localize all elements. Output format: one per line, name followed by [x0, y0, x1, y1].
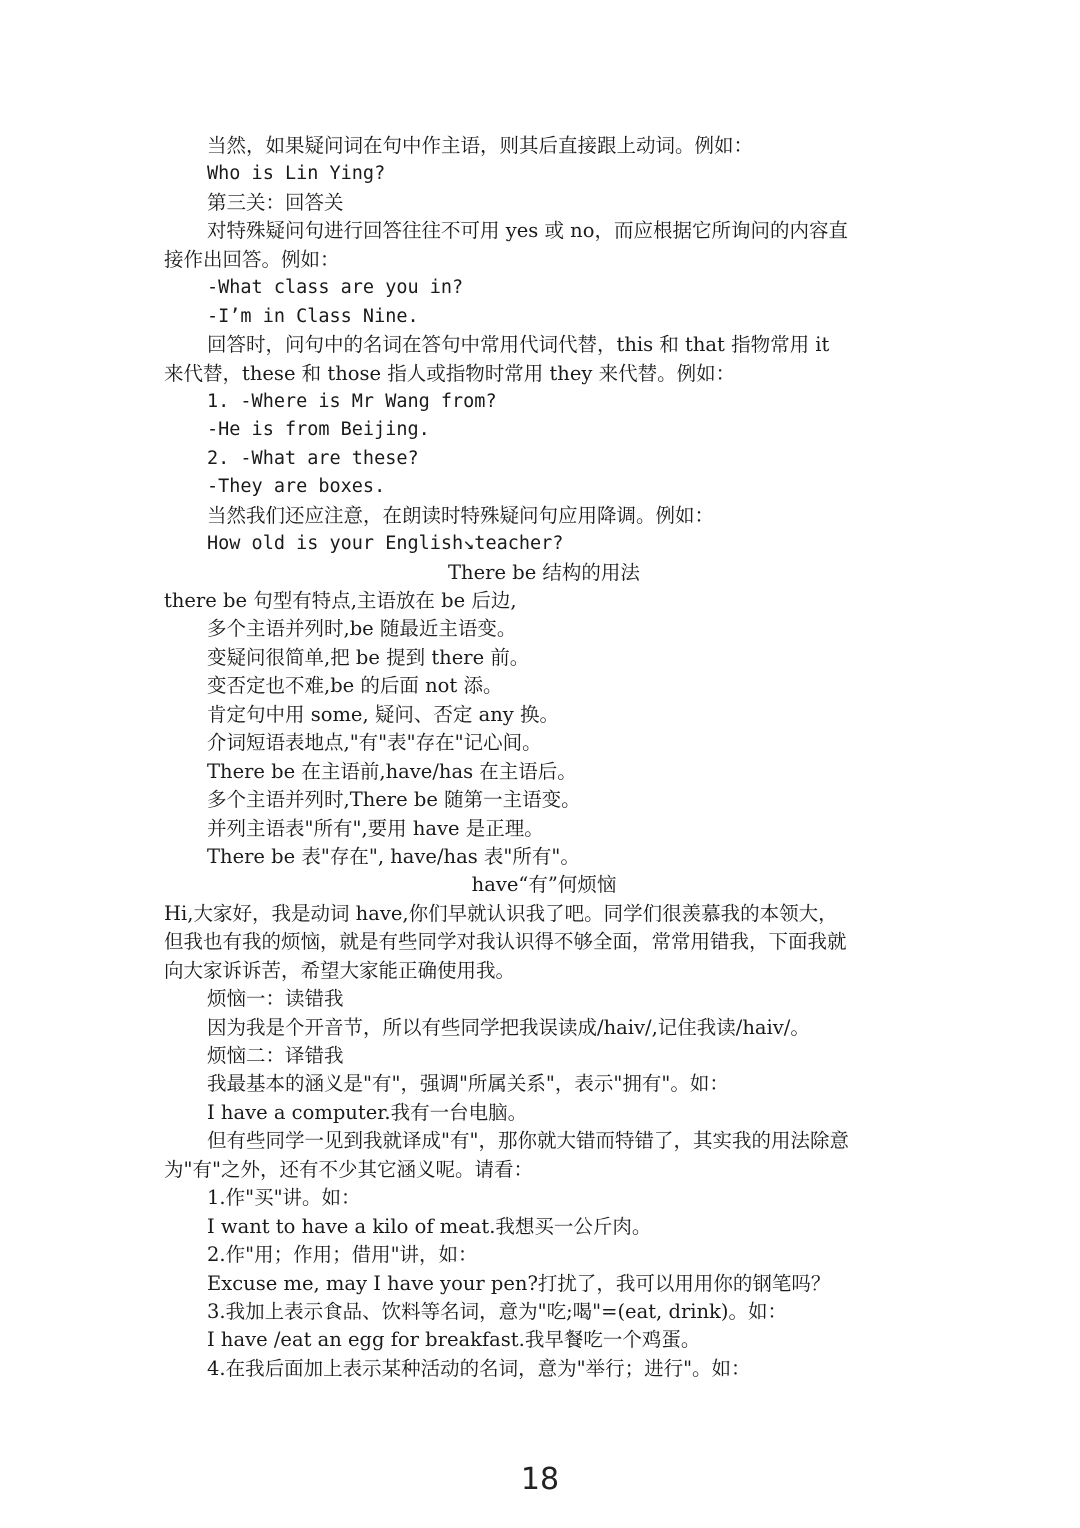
text-line: 回答时，问句中的名词在答句中常用代词代替，this 和 that 指物常用 it [207, 333, 830, 357]
rhyme-line: 多个主语并列时,There be 随第一主语变。 [207, 788, 581, 812]
text-line: 但我也有我的烦恼，就是有些同学对我认识得不够全面，常常用错我，下面我就 [164, 930, 847, 954]
example-line: I have /eat an egg for breakfast.我早餐吃一个鸡蛋。 [207, 1328, 701, 1352]
rhyme-line: 并列主语表"所有",要用 have 是正理。 [207, 816, 544, 840]
list-item: 3.我加上表示食品、饮料等名词，意为"吃;喝"=(eat, drink)。如： [207, 1299, 787, 1323]
rhyme-line: There be 表"存在", have/has 表"所有"。 [207, 844, 580, 868]
example-line: Excuse me, may I have your pen?打扰了，我可以用用你的钢笔吗？ [207, 1271, 831, 1295]
text-line: 接作出回答。例如： [164, 247, 340, 271]
example-line: I have a computer.我有一台电脑。 [207, 1100, 528, 1124]
text-line: 来代替，these 和 those 指人或指物时常用 they 来代替。例如： [164, 361, 736, 385]
list-item: 1.作"买"讲。如： [207, 1186, 361, 1210]
section-heading: 烦恼一：读错我 [207, 987, 344, 1011]
rhyme-line: 变疑问很简单,把 be 提到 there 前。 [207, 645, 530, 669]
example-line: Who is Lin Ying? [207, 163, 386, 185]
list-item: 4.在我后面加上表示某种活动的名词，意为"举行；进行"。如： [207, 1356, 751, 1380]
text-body [164, 132, 924, 1383]
text-line: 我最基本的涵义是"有"，强调"所属关系"，表示"拥有"。如： [207, 1072, 729, 1096]
rhyme-line: 变否定也不难,be 的后面 not 添。 [207, 674, 503, 698]
text-line: 当然我们还应注意，在朗读时特殊疑问句应用降调。例如： [207, 503, 715, 527]
section-title: have“有”何烦恼 [471, 873, 617, 897]
example-line: -He is from Beijing. [207, 419, 430, 441]
example-line: How old is your English↘teacher? [207, 533, 564, 555]
list-item: 2.作"用；作用；借用"讲，如： [207, 1243, 478, 1267]
rhyme-line: there be 句型有特点,主语放在 be 后边, [164, 589, 517, 612]
example-line: 1. -Where is Mr Wang from? [207, 390, 497, 412]
example-line: -What class are you in? [207, 277, 464, 299]
example-line: I want to have a kilo of meat.我想买一公斤肉。 [207, 1214, 652, 1238]
example-line: -I’m in Class Nine. [207, 305, 419, 327]
rhyme-line: There be 在主语前,have/has 在主语后。 [207, 759, 577, 783]
section-title: There be 结构的用法 [448, 560, 640, 584]
text-line: 因为我是个开音节，所以有些同学把我误读成/haiv/,记住我读/haiv/。 [207, 1015, 810, 1039]
text-line: 对特殊疑问句进行回答往往不可用 yes 或 no，而应根据它所询问的内容直 [207, 219, 848, 243]
page-number: 18 [520, 1462, 560, 1497]
text-line: Hi,大家好，我是动词 have,你们早就认识我了吧。同学们很羡慕我的本领大， [164, 901, 838, 925]
example-line: 2. -What are these? [207, 447, 419, 469]
section-heading: 第三关：回答关 [207, 190, 344, 214]
text-line: 当然，如果疑问词在句中作主语，则其后直接跟上动词。例如： [207, 134, 754, 157]
text-line: 为"有"之外，还有不少其它涵义呢。请看： [164, 1157, 533, 1181]
rhyme-line: 介词短语表地点,"有"表"存在"记心间。 [207, 731, 542, 755]
section-heading: 烦恼二：译错我 [207, 1044, 344, 1067]
rhyme-line: 多个主语并列时,be 随最近主语变。 [207, 617, 517, 641]
text-line: 但有些同学一见到我就译成"有"，那你就大错而特错了，其实我的用法除意 [207, 1129, 849, 1153]
example-line: -They are boxes. [207, 476, 386, 498]
text-line: 向大家诉诉苦，希望大家能正确使用我。 [164, 958, 516, 982]
rhyme-line: 肯定句中用 some, 疑问、否定 any 换。 [207, 702, 559, 726]
